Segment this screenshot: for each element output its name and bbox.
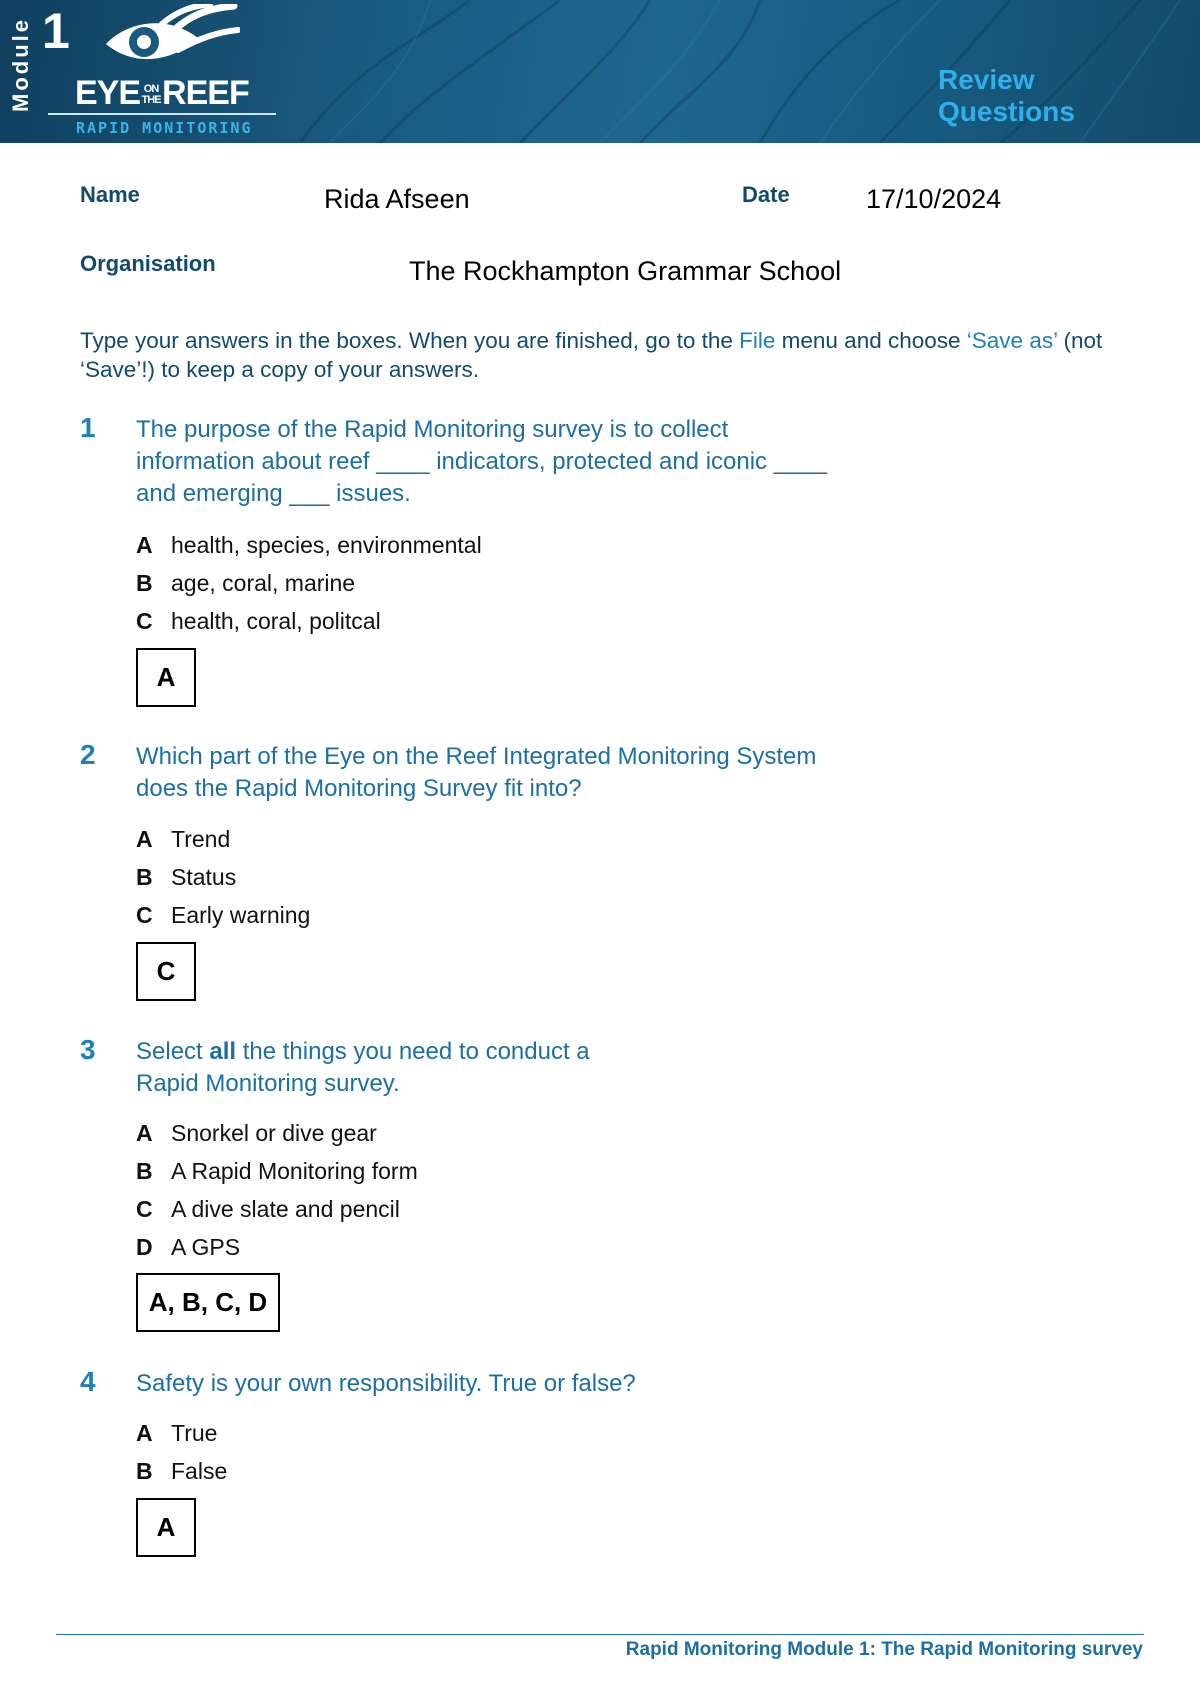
name-label: Name [80, 182, 140, 207]
question-4-option-a: A True [136, 1420, 218, 1446]
eye-logo-icon [100, 4, 240, 74]
module-number: 1 [42, 3, 70, 59]
question-3-option-b: B A Rapid Monitoring form [136, 1158, 418, 1184]
question-2-answer-box[interactable]: C [136, 942, 196, 1001]
question-3-answer-box[interactable]: A, B, C, D [136, 1273, 280, 1332]
question-number-1: 1 [80, 412, 96, 443]
date-label: Date [742, 182, 790, 207]
question-1-answer-box[interactable]: A [136, 648, 196, 707]
header-banner [0, 0, 1200, 143]
question-3-option-a: A Snorkel or dive gear [136, 1120, 377, 1146]
logo-wordmark: EYE ON THEREEF [75, 74, 249, 112]
name-field[interactable]: Rida Afseen [324, 184, 470, 214]
question-number-2: 2 [80, 739, 96, 770]
date-field[interactable]: 17/10/2024 [866, 184, 1002, 214]
question-text-1: The purpose of the Rapid Monitoring survey is to collect information about reef ____ indicators, protected and iconic ____ and emerging ___ issues. [136, 416, 828, 507]
question-text-2: Which part of the Eye on the Reef Integrated Monitoring System does the Rapid Monitoring Survey fit into? [136, 743, 817, 802]
question-2-option-b: B Status [136, 864, 237, 890]
question-number-3: 3 [80, 1034, 96, 1065]
logo-subtitle: RAPID MONITORING [76, 119, 253, 137]
question-1-option-b: B age, coral, marine [136, 570, 356, 596]
module-label: Module [8, 17, 33, 113]
footer-divider [56, 1634, 1144, 1635]
question-4-answer-box[interactable]: A [136, 1498, 196, 1557]
organisation-label: Organisation [80, 251, 216, 276]
question-2-option-c: C Early warning [136, 902, 311, 928]
question-3-option-d: D A GPS [136, 1234, 241, 1260]
question-number-4: 4 [80, 1366, 96, 1397]
question-1-option-c: C health, coral, politcal [136, 608, 381, 634]
footer-text: Rapid Monitoring Module 1: The Rapid Monitoring survey [625, 1639, 1143, 1660]
question-4-option-b: B False [136, 1458, 228, 1484]
question-text-3: Select all the things you need to conduct a Rapid Monitoring survey. [136, 1038, 590, 1097]
logo-divider [48, 113, 276, 115]
question-1-option-a: A health, species, environmental [136, 532, 482, 558]
question-text-4: Safety is your own responsibility. True or false? [136, 1370, 636, 1397]
question-3-option-c: C A dive slate and pencil [136, 1196, 400, 1222]
page-title: Review Questions [938, 64, 1075, 127]
question-2-option-a: A Trend [136, 826, 231, 852]
instructions: Type your answers in the boxes. When you are finished, go to the File menu and choose ‘Save as’ (not ‘Save’!) to keep a copy of your answers. [80, 328, 1103, 382]
organisation-field[interactable]: The Rockhampton Grammar School [409, 256, 842, 286]
